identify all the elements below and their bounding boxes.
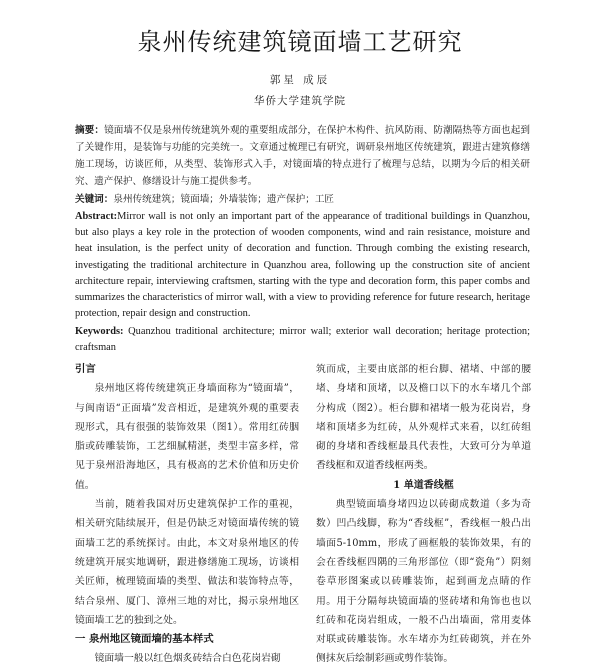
en-abstract-label: Abstract: bbox=[75, 211, 118, 222]
body-paragraph: 典型镜面墙身堵四边以砖砌成数道（多为奇数）凹凸线脚，称为“香线框”，香线框一般凸出墙面5-10mm，形成了画框般的装饰效果，有的会在香线框四隅的三角形部位（即“瓷角”）阴刻卷草形图案或以砖雕装饰，起到画龙点睛的作用。用于分隔每块镜面墙的竖砖堵和角饰也也以红砖和花岗岩组成，一般不凸出墙面，常用麦体对联或砖雕装饰。水车堵亦为红砖砌筑，并在外侧抹灰后绘制彩画或剪作装饰。 bbox=[316, 499, 531, 665]
body-column-left bbox=[75, 360, 299, 669]
keywords-text: 泉州传统建筑；镜面墙；外墙装饰；遗产保护；工匠 bbox=[113, 194, 335, 205]
keywords-label: 关键词： bbox=[75, 194, 114, 205]
section-heading: 一 泉州地区镜面墙的基本样式 bbox=[75, 633, 214, 646]
body-paragraph: 镜面墙一般以红色烟炙砖结合白色花岗岩砌 bbox=[94, 653, 281, 665]
en-keywords-text: Quanzhou traditional architecture; mirror wall; exterior wall decoration; heritage protection; craftsman bbox=[75, 326, 530, 353]
author-names: 郭星 成辰 bbox=[269, 74, 331, 86]
paper-title: 泉州传统建筑镜面墙工艺研究 bbox=[137, 28, 463, 56]
english-abstract bbox=[75, 209, 530, 322]
body-paragraph: 筑而成，主要由底部的柜台脚、裙堵、中部的腰堵、身堵和顶堵，以及檐口以下的水车堵几个部分构成（图2）。柜台脚和裙堵一般为花岗岩，身堵和顶堵多为红砖，从外观样式来看，以红砖组砌的身堵和香线框最具代表性，大致可分为单道香线框和双道香线框两类。 bbox=[316, 364, 531, 472]
body-column-right bbox=[316, 360, 531, 669]
abstract-label: 摘要： bbox=[75, 125, 105, 136]
abstract-text: 镜面墙不仅是泉州传统建筑外观的重要组成部分，在保护木构件、抗风防雨、防潮隔热等方面也起到了关键作用，是装饰与功能的完美统一。文章通过梳理已有研究，调研泉州地区传统建筑，跟进古建筑修缮施工现场，访谈匠师，从类型、装饰形式入手，对镜面墙的特点进行了梳理与总结，以期为今后的相关研究、遗产保护、修缮设计与施工提供参考。 bbox=[75, 125, 531, 187]
intro-heading: 引言 bbox=[75, 363, 96, 375]
chinese-keywords bbox=[75, 192, 530, 208]
chinese-abstract bbox=[75, 122, 530, 190]
en-abstract-text: Mirror wall is not only an important part of the appearance of traditional buildings in Quanzhou, but also plays a key role in the protection of wooden components, wind and rain resistance, moisture and heat insulation, is the perfect unity of decoration and function. Through combing the existing research, investigating the traditional architecture in Quanzhou area, following up the construction site of ancient architecture repair, interviewing craftsmen, starting with the type and decoration form, this paper combs and summarizes the characteristics of mirror wall, with a view to providing reference for future research, heritage protection, repair design and construction. bbox=[75, 211, 530, 320]
subsection-heading: 1 单道香线框 bbox=[393, 479, 454, 491]
body-paragraph: 泉州地区将传统建筑正身墙面称为“镜面墙”，与闽南语“正面墙”发音相近，是建筑外观的重要表现形式，具有很强的装饰效果（图1）。常用红砖胭脂或砖雕装饰，工艺细腻精湛，类型丰富多样，常见于泉州沿海地区，具有极高的艺术价值和历史价值。 bbox=[75, 383, 299, 491]
body-paragraph: 当前，随着我国对历史建筑保护工作的重视，相关研究陆续展开，但是仍缺乏对镜面墙传统的镜面墙工艺的系统探讨。由此，本文对泉州地区的传统建筑开展实地调研，跟进修缮施工现场，访谈相关匠师，梳理镜面墙的类型、做法和装饰特点等，结合泉州、厦门、漳州三地的对比，揭示泉州地区镜面墙工艺的独到之处。 bbox=[75, 499, 299, 626]
author-affiliation: 华侨大学建筑学院 bbox=[254, 95, 346, 107]
english-keywords bbox=[75, 324, 530, 356]
en-keywords-label: Keywords: bbox=[75, 326, 124, 337]
